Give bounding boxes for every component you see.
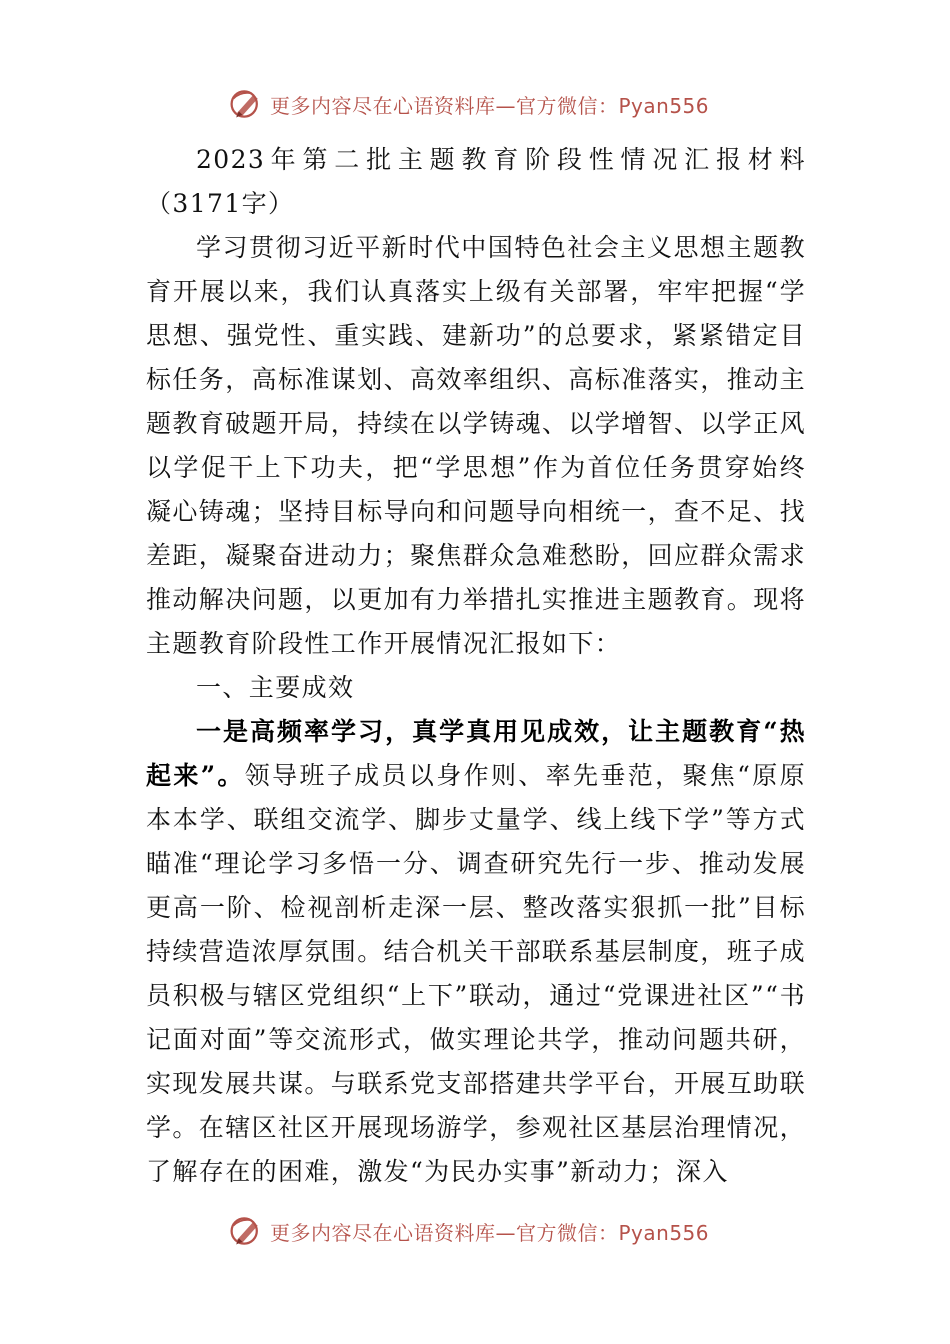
point-one-paragraph bbox=[146, 710, 806, 1194]
watermark-header bbox=[228, 84, 748, 124]
document-title: 2023年第二批主题教育阶段性情况汇报材料（3171字） bbox=[146, 145, 806, 218]
pen-nib-logo-icon bbox=[228, 86, 264, 122]
section-heading: 一、主要成效 bbox=[196, 673, 355, 702]
point-one-lead: 一是高频率学习，真学真用见成效，让主题教育“热起来”。 bbox=[146, 717, 806, 790]
pen-nib-logo-icon bbox=[228, 1213, 264, 1249]
watermark-text: 更多内容尽在心语资料库—官方微信：Pyan556 bbox=[270, 93, 710, 118]
watermark-footer bbox=[228, 1211, 748, 1251]
point-one-body: 领导班子成员以身作则、率先垂范，聚焦“原原本本学、联组交流学、脚步丈量学、线上线下学”等方式瞄准“理论学习多悟一分、调查研究先行一步、推动发展更高一阶、检视剖析走深一层、整改落实狠抓一批”目标持续营造浓厚氛围。结合机关干部联系基层制度，班子成员积极与辖区党组织“上下”联动，通过“党课进社区”“书记面对面”等交流形式，做实理论共学，推动问题共研，实现发展共谋。与联系党支部搭建共学平台，开展互助联学。在辖区社区开展现场游学，参观社区基层治理情况，了解存在的困难，激发“为民办实事”新动力；深入 bbox=[146, 761, 807, 1186]
document-body bbox=[146, 138, 806, 1194]
intro-paragraph: 学习贯彻习近平新时代中国特色社会主义思想主题教育开展以来，我们认真落实上级有关部署，牢牢把握“学思想、强党性、重实践、建新功”的总要求，紧紧错定目标任务，高标准谋划、高效率组织、高标准落实，推动主题教育破题开局，持续在以学铸魂、以学增智、以学正风以学促干上下功夫，把“学思想”作为首位任务贯穿始终凝心铸魂；坚持目标导向和问题导向相统一，查不足、找差距，凝聚奋进动力；聚焦群众急难愁盼，回应群众需求推动解决问题，以更加有力举措扎实推进主题教育。现将主题教育阶段性工作开展情况汇报如下： bbox=[146, 233, 807, 658]
watermark-text: 更多内容尽在心语资料库—官方微信：Pyan556 bbox=[270, 1220, 710, 1245]
